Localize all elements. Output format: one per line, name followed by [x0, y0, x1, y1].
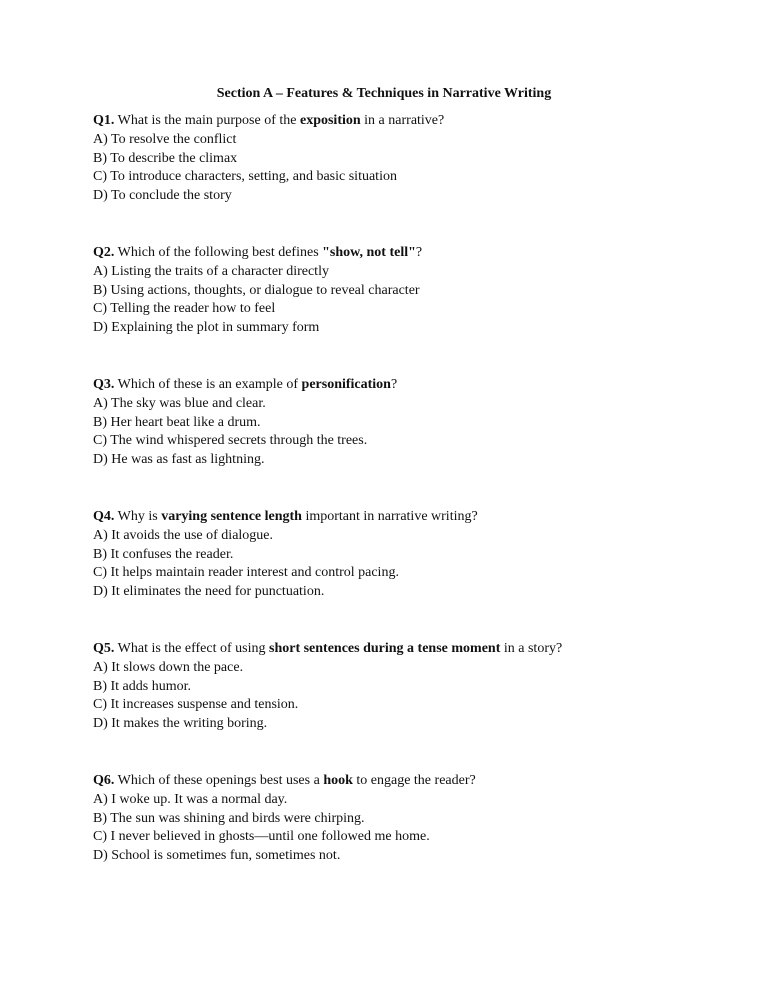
- option-b: B) To describe the climax: [93, 150, 238, 166]
- option-a: A) Listing the traits of a character directly: [93, 263, 329, 279]
- option-d: D) He was as fast as lightning.: [93, 452, 265, 468]
- option-d: D) It makes the writing boring.: [93, 716, 268, 732]
- question-keyword: hook: [323, 773, 353, 788]
- question-number: Q4.: [93, 509, 115, 524]
- option-a: A) To resolve the conflict: [93, 131, 237, 147]
- question-text-after: ?: [390, 377, 398, 392]
- question-6: [93, 772, 733, 866]
- option-b: B) Her heart beat like a drum.: [93, 414, 261, 430]
- question-text-after: in a story?: [500, 641, 563, 656]
- question-text-before: Which of these is an example of: [114, 377, 302, 392]
- question-number: Q1.: [93, 113, 115, 128]
- option-c: C) The wind whispered secrets through the trees.: [93, 433, 368, 449]
- question-2: [93, 244, 733, 338]
- question-prompt: [93, 376, 733, 395]
- question-number: Q5.: [93, 641, 115, 656]
- section-title: Section A – Features & Techniques in Narrative Writing: [216, 86, 552, 101]
- question-prompt: [93, 772, 733, 791]
- question-text-after: to engage the reader?: [352, 773, 476, 788]
- option-c: C) I never believed in ghosts—until one followed me home.: [93, 829, 430, 845]
- question-5: [93, 640, 733, 734]
- question-number: Q6.: [93, 773, 115, 788]
- option-b: B) The sun was shining and birds were chirping.: [93, 810, 365, 826]
- question-prompt: [93, 508, 733, 527]
- option-d: D) It eliminates the need for punctuation.: [93, 584, 325, 600]
- question-text-before: Which of these openings best uses a: [114, 773, 324, 788]
- question-prompt: [93, 244, 733, 263]
- question-number: Q2.: [93, 245, 115, 260]
- question-1: [93, 112, 733, 206]
- question-number: Q3.: [93, 377, 115, 392]
- question-keyword: personification: [301, 377, 391, 392]
- question-text-before: What is the main purpose of the: [114, 113, 300, 128]
- option-b: B) It adds humor.: [93, 678, 191, 694]
- option-c: C) Telling the reader how to feel: [93, 301, 276, 317]
- question-prompt: [93, 112, 733, 131]
- question-4: [93, 508, 733, 602]
- option-b: B) It confuses the reader.: [93, 546, 234, 562]
- option-a: A) It slows down the pace.: [93, 659, 244, 675]
- option-d: D) School is sometimes fun, sometimes not.: [93, 848, 341, 864]
- question-prompt: [93, 640, 733, 659]
- option-a: A) The sky was blue and clear.: [93, 395, 266, 411]
- option-a: A) I woke up. It was a normal day.: [93, 791, 288, 807]
- question-3: [93, 376, 733, 470]
- option-b: B) Using actions, thoughts, or dialogue to reveal character: [93, 282, 420, 298]
- option-c: C) It increases suspense and tension.: [93, 697, 299, 713]
- question-text-before: Why is: [114, 509, 162, 524]
- question-keyword: "show, not tell": [322, 245, 416, 260]
- option-d: D) To conclude the story: [93, 188, 232, 204]
- question-text-before: Which of the following best defines: [114, 245, 323, 260]
- option-c: C) To introduce characters, setting, and basic situation: [93, 169, 397, 185]
- option-d: D) Explaining the plot in summary form: [93, 320, 320, 336]
- question-text-after: in a narrative?: [360, 113, 445, 128]
- question-keyword: varying sentence length: [161, 509, 302, 524]
- question-text-after: important in narrative writing?: [301, 509, 478, 524]
- question-text-before: What is the effect of using: [114, 641, 269, 656]
- option-a: A) It avoids the use of dialogue.: [93, 527, 274, 543]
- question-keyword: short sentences during a tense moment: [269, 641, 501, 656]
- question-text-after: ?: [415, 245, 423, 260]
- question-keyword: exposition: [299, 113, 361, 128]
- option-c: C) It helps maintain reader interest and control pacing.: [93, 565, 399, 581]
